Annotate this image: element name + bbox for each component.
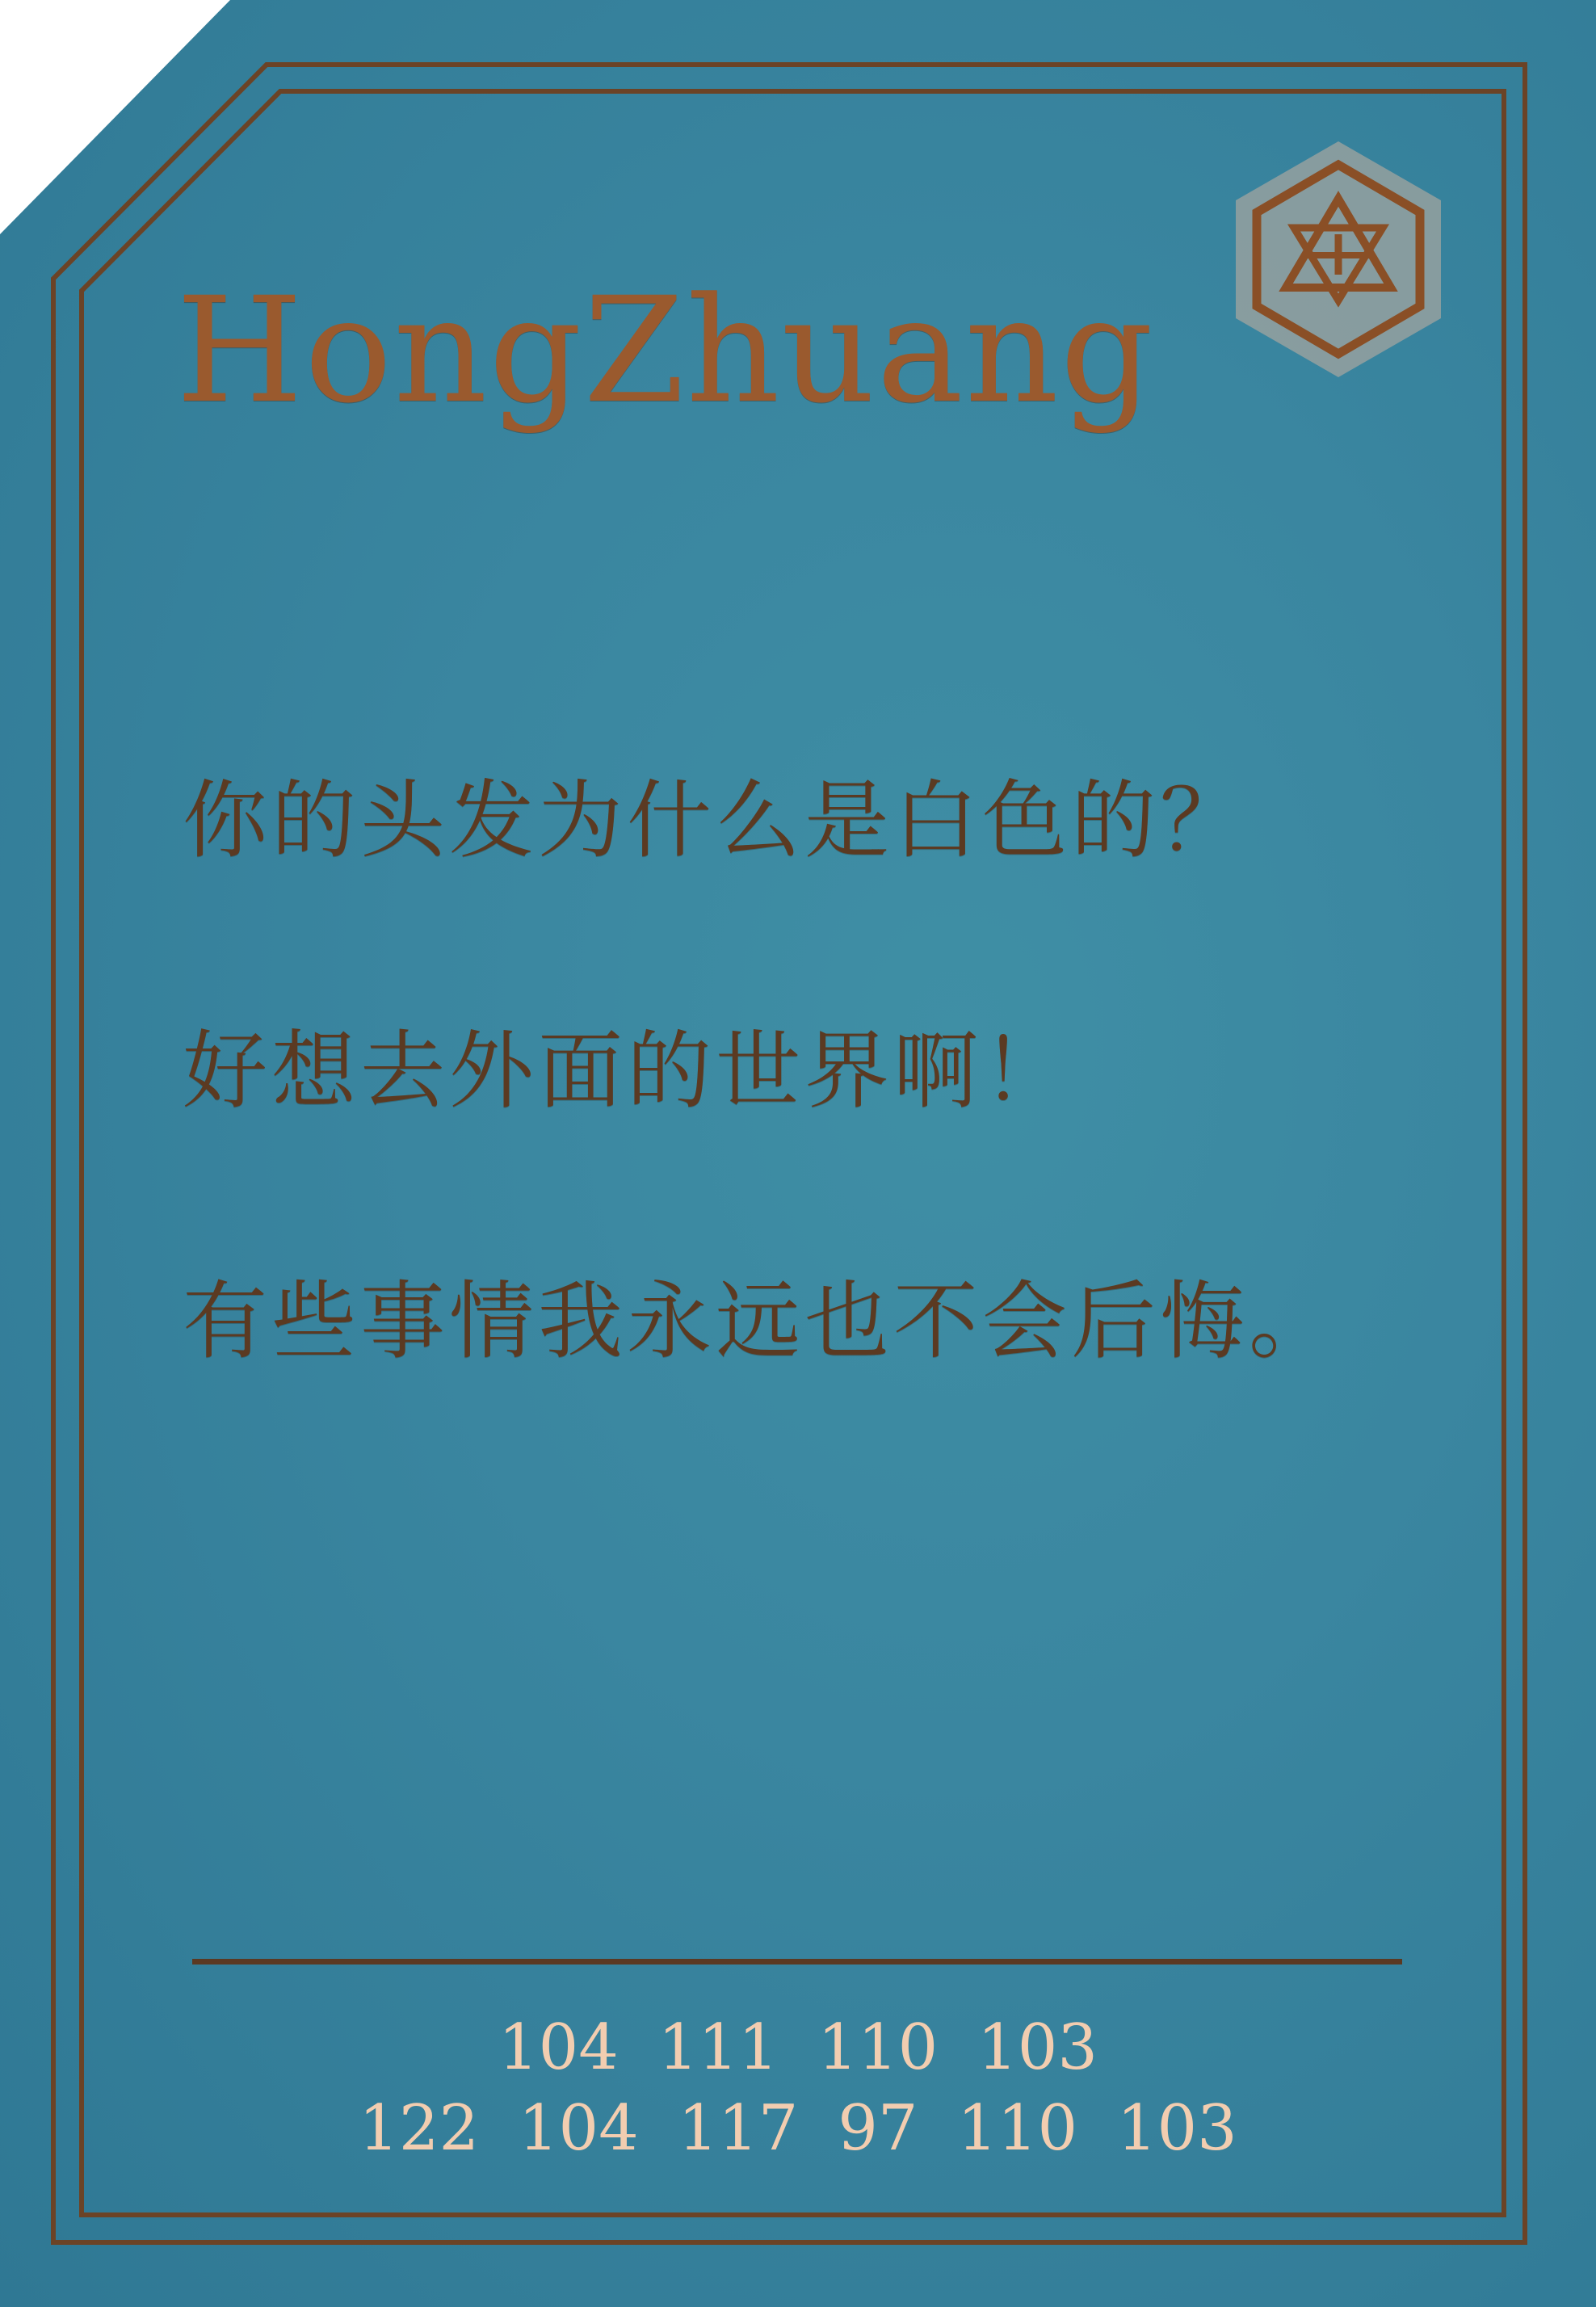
quote-line-1: 你的头发为什么是白色的？	[183, 771, 1250, 870]
quote-line-3: 有些事情我永远也不会后悔。	[183, 1272, 1338, 1371]
code-line-2: 122 104 117 97 110 103	[359, 2092, 1237, 2165]
card-clipped-corner	[0, 0, 230, 234]
card-title: HongZhuang	[176, 267, 1155, 435]
footer-divider	[192, 1959, 1402, 1965]
hexagon-emblem-icon	[1236, 141, 1441, 377]
code-line-1: 104 111 110 103	[498, 2011, 1098, 2084]
quote-line-2: 好想去外面的世界啊！	[183, 1022, 1072, 1120]
